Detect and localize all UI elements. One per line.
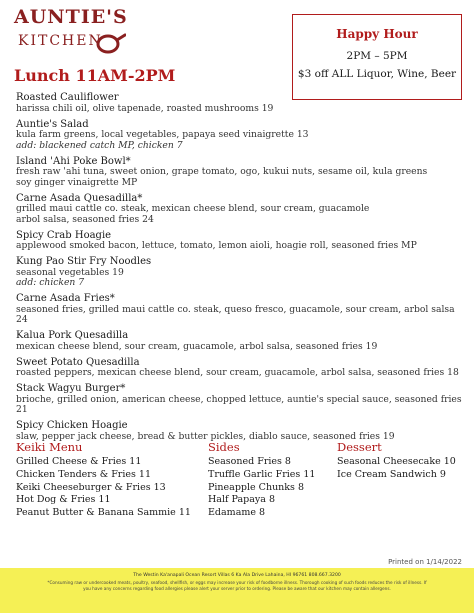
menu-item	[16, 156, 466, 189]
side-item: Truffle Garlic Fries 11	[208, 468, 316, 480]
menu-item-desc: roasted peppers, mexican cheese blend, sour cream, guacamole, arbol salsa, seasoned fries 18	[16, 367, 459, 378]
dessert-section	[337, 440, 467, 482]
dessert-title: Dessert	[337, 440, 382, 454]
happy-hour-time: 2PM – 5PM	[346, 50, 408, 62]
footer-address: The Westin Ka'anapali Ocean Resort Villas 6 Ka Ala Drive Lahaina, HI 96761 808.667.3200	[133, 573, 341, 578]
menu-item	[16, 293, 466, 326]
dessert-item: Seasonal Cheesecake 10	[337, 456, 456, 467]
menu-item-name: Island 'Ahi Poke Bowl*	[16, 155, 131, 167]
menu-item-name: Carne Asada Fries*	[16, 293, 115, 304]
lunch-title: Lunch 11AM-2PM	[14, 66, 176, 85]
menu-item-name: Carne Asada Quesadilla*	[16, 192, 143, 204]
menu-item-desc: brioche, grilled onion, american cheese, chopped lettuce, auntie's special sauce, seasoned fries 21	[16, 393, 462, 415]
menu-item-name: Kung Pao Stir Fry Noodles	[16, 256, 152, 267]
side-item: Seasoned Fries 8	[208, 456, 291, 467]
menu-item	[16, 193, 466, 226]
happy-hour-box	[292, 14, 462, 100]
menu-item	[16, 383, 466, 416]
sides-section	[208, 440, 338, 520]
printed-date: Printed on 1/14/2022	[388, 558, 462, 566]
keiki-item: Keiki Cheeseburger & Fries 13	[16, 481, 166, 493]
menu-item-desc: fresh raw 'ahi tuna, sweet onion, grape tomato, ogo, kukui nuts, sesame oil, kula greens	[16, 166, 428, 177]
logo-text-bottom: KITCHEN	[18, 33, 103, 49]
side-item: Edamame 8	[208, 507, 266, 519]
menu-item-desc: soy ginger vinaigrette MP	[16, 176, 138, 188]
menu-item-name: Roasted Cauliflower	[16, 92, 119, 103]
menu-item	[16, 119, 466, 152]
menu-item-name: Sweet Potato Quesadilla	[16, 356, 140, 368]
keiki-item: Hot Dog & Fries 11	[16, 494, 111, 506]
menu-item-desc: applewood smoked bacon, lettuce, tomato, lemon aioli, hoagie roll, seasoned fries MP	[16, 240, 417, 251]
menu-item-name: Spicy Crab Hoagie	[16, 229, 112, 241]
menu-item-desc: slaw, pepper jack cheese, bread & butter pickles, diablo sauce, seasoned fries 19	[16, 430, 395, 442]
menu-item	[16, 330, 466, 352]
menu-item-desc: arbol salsa, seasoned fries 24	[16, 213, 154, 225]
side-item: Half Papaya 8	[208, 494, 275, 506]
menu-item	[16, 92, 466, 114]
happy-hour-deal: $3 off ALL Liquor, Wine, Beer	[297, 68, 457, 80]
footer-allergy-warning: *Consuming raw or undercooked meats, poultry, seafood, shellfish, or eggs may increase your risk of foodborne illness. Thorough cooking of such foods reduces the risk of illness. If you have any concerns regarding food allergies please alert your server prior to ordering. Please be aware that our kitchen may contain allergens.	[47, 580, 427, 591]
logo-text-top: AUNTIE'S	[14, 6, 128, 28]
happy-hour-title: Happy Hour	[336, 27, 418, 41]
menu-item-desc: grilled maui cattle co. steak, mexican cheese blend, sour cream, guacamole	[16, 203, 370, 214]
menu-item	[16, 230, 466, 252]
sides-title: Sides	[208, 440, 240, 454]
menu-item-name: Kalua Pork Quesadilla	[16, 330, 129, 341]
keiki-menu-title: Keiki Menu	[16, 440, 83, 454]
menu-item-add: add: blackened catch MP, chicken 7	[16, 139, 183, 151]
lunch-menu	[16, 92, 466, 447]
menu-item-desc: mexican cheese blend, sour cream, guacamole, arbol salsa, seasoned fries 19	[16, 340, 378, 352]
menu-item-desc: harissa chili oil, olive tapenade, roasted mushrooms 19	[16, 102, 274, 114]
menu-item-name: Auntie's Salad	[16, 118, 89, 130]
keiki-item: Peanut Butter & Banana Sammie 11	[16, 507, 191, 519]
frying-pan-icon	[96, 32, 126, 54]
menu-item-desc: seasoned fries, grilled maui cattle co. steak, queso fresco, guacamole, sour cream, arbol salsa 24	[16, 303, 455, 325]
keiki-menu-section	[16, 440, 206, 520]
menu-item	[16, 357, 466, 379]
menu-item	[16, 420, 466, 442]
menu-item-name: Spicy Chicken Hoagie	[16, 420, 128, 431]
side-item: Pineapple Chunks 8	[208, 481, 304, 493]
menu-item	[16, 256, 466, 289]
menu-item-desc: seasonal vegetables 19	[16, 266, 124, 278]
menu-item-desc: kula farm greens, local vegetables, papaya seed vinaigrette 13	[16, 129, 309, 140]
footer-bar	[0, 568, 474, 613]
keiki-item: Grilled Cheese & Fries 11	[16, 456, 142, 467]
menu-item-name: Stack Wagyu Burger*	[16, 383, 126, 394]
dessert-item: Ice Cream Sandwich 9	[337, 468, 446, 480]
auntie-s-kitchen-logo	[14, 6, 128, 60]
menu-item-add: add: chicken 7	[16, 277, 85, 288]
keiki-item: Chicken Tenders & Fries 11	[16, 468, 151, 480]
